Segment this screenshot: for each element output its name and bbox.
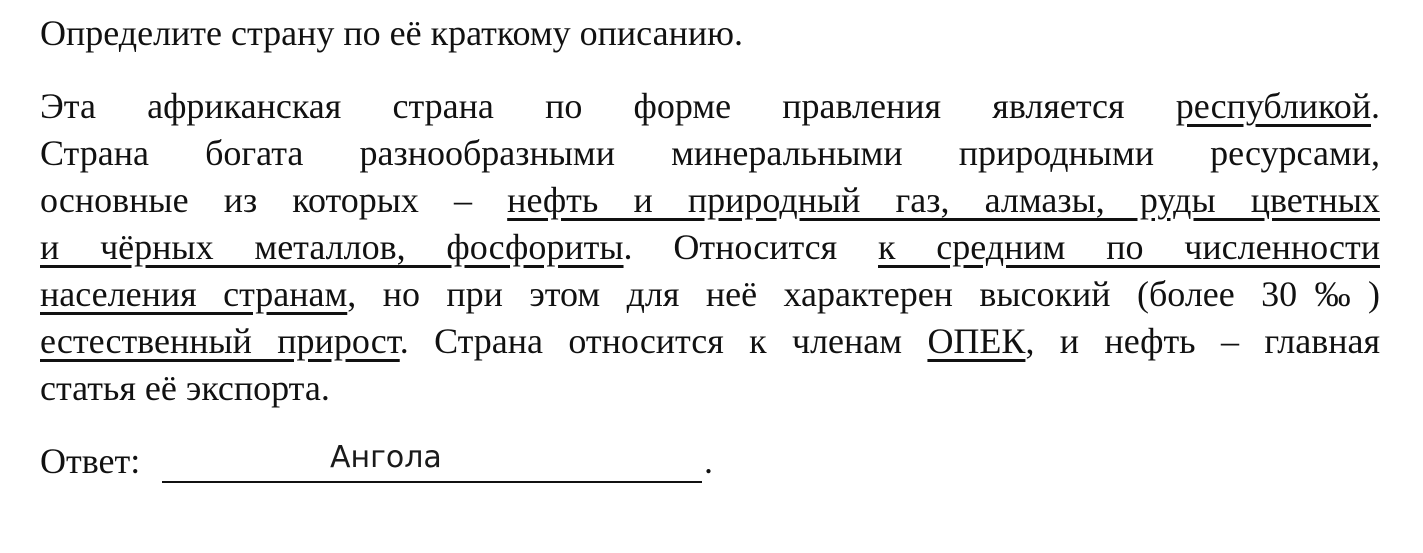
underlined-phrase: республикой [1175,86,1371,126]
answer-blank-line [162,481,702,483]
text-run: , и нефть – главная [1025,321,1381,361]
underlined-phrase: к средним по численности [878,227,1380,267]
text-run: . Относится [623,227,878,267]
text-run: Эта африканская страна по форме правления является [40,86,1176,126]
paragraph-line [40,224,1380,271]
paragraph-line [40,271,1380,318]
answer-end-mark: . [704,441,713,481]
paragraph-line [40,318,1380,365]
country-description [40,83,1380,412]
paragraph-line [40,365,1380,412]
text-run: основные из которых – [40,180,508,220]
underlined-phrase: и чёрных металлов, фосфориты [40,227,624,267]
text-run: . Страна относится к членам [399,321,928,361]
text-run: статья её экспорта. [40,368,330,408]
underlined-phrase: населения странам [40,274,348,314]
paragraph-line [40,83,1380,130]
underlined-phrase: нефть и природный газ, алмазы, руды цветных [507,180,1380,220]
underlined-phrase: ОПЕК [927,321,1026,361]
text-run: Страна богата разнообразными минеральными природными ресурсами, [40,133,1380,173]
text-run: , но при этом для неё характерен высокий (более 30‰) [347,274,1381,314]
paragraph-line [40,130,1380,177]
task-prompt: Определите страну по её краткому описанию. [40,13,744,53]
answer-label: Ответ: [40,441,141,481]
underlined-phrase: естественный прирост [40,321,400,361]
paragraph-line [40,177,1380,224]
text-run: . [1371,86,1380,126]
answer-value: Ангола [330,440,442,475]
